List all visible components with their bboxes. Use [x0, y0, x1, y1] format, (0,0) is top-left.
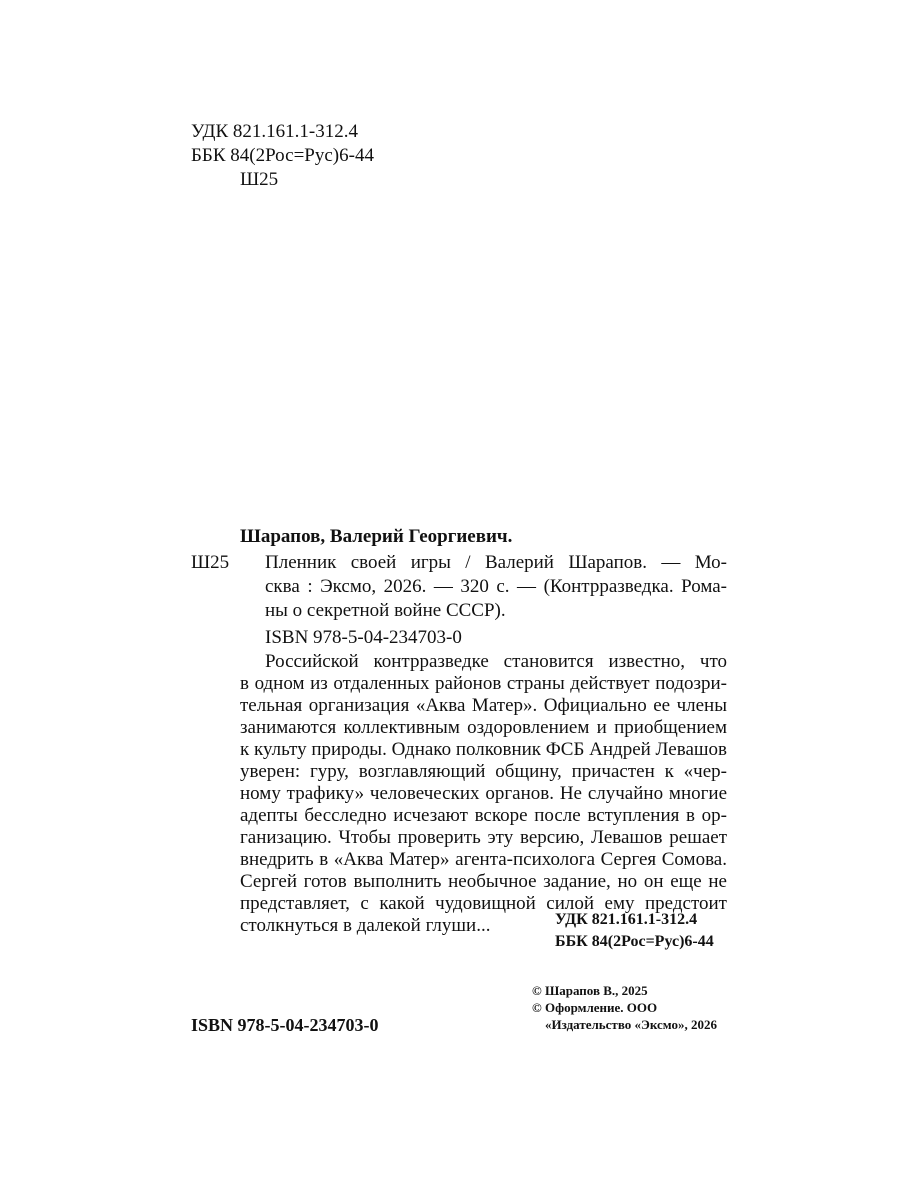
- bib-description-line: сква : Эксмо, 2026. — 320 с. — (Контрразведка. Рома-: [265, 576, 727, 597]
- annotation-line: тельная организация «Аква Матер». Официально ее члены: [240, 695, 727, 716]
- author-sign-top: Ш25: [240, 169, 279, 190]
- author-heading: Шарапов, Валерий Георгиевич.: [240, 526, 513, 547]
- bib-description-line: ны о секретной войне СССР).: [265, 600, 506, 621]
- annotation-line: внедрить в «Аква Матер» агента-психолога Сергея Сомова.: [240, 849, 727, 870]
- annotation-line: к культу природы. Однако полковник ФСБ Андрей Левашов: [240, 739, 727, 760]
- annotation-line: уверен: гуру, возглавляющий общину, причастен к «чер-: [240, 761, 727, 782]
- annotation-line: занимаются коллективным оздоровлением и приобщением: [240, 717, 727, 738]
- bbk-code-top: ББК 84(2Рос=Рус)6-44: [191, 145, 374, 166]
- annotation-line: Сергей готов выполнить необычное задание, но он еще не: [240, 871, 727, 892]
- annotation-line: Российской контрразведке становится известно, что: [265, 651, 727, 672]
- bib-description-line: Пленник своей игры / Валерий Шарапов. — Мо-: [265, 552, 727, 573]
- isbn-bottom: ISBN 978-5-04-234703-0: [191, 1015, 379, 1035]
- copyright-publisher: «Издательство «Эксмо», 2026: [545, 1017, 717, 1032]
- annotation-line: в одном из отдаленных районов страны действует подозри-: [240, 673, 727, 694]
- udk-code-top: УДК 821.161.1-312.4: [191, 121, 358, 142]
- isbn-entry: ISBN 978-5-04-234703-0: [265, 627, 462, 648]
- annotation-line: представляет, с какой чудовищной силой ему предстоит: [240, 893, 727, 914]
- author-sign-entry: Ш25: [191, 552, 230, 573]
- annotation-line: адепты бесследно исчезают вскоре после вступления в ор-: [240, 805, 727, 826]
- annotation-line: столкнуться в далекой глуши...: [240, 915, 491, 936]
- udk-code-bottom: УДК 821.161.1-312.4: [555, 911, 698, 928]
- annotation-line: ганизацию. Чтобы проверить эту версию, Левашов решает: [240, 827, 727, 848]
- copyright-author: © Шарапов В., 2025: [532, 983, 648, 998]
- annotation-line: ному трафику» человеческих органов. Не случайно многие: [240, 783, 727, 804]
- copyright-design: © Оформление. ООО: [532, 1000, 658, 1015]
- bbk-code-bottom: ББК 84(2Рос=Рус)6-44: [555, 933, 714, 950]
